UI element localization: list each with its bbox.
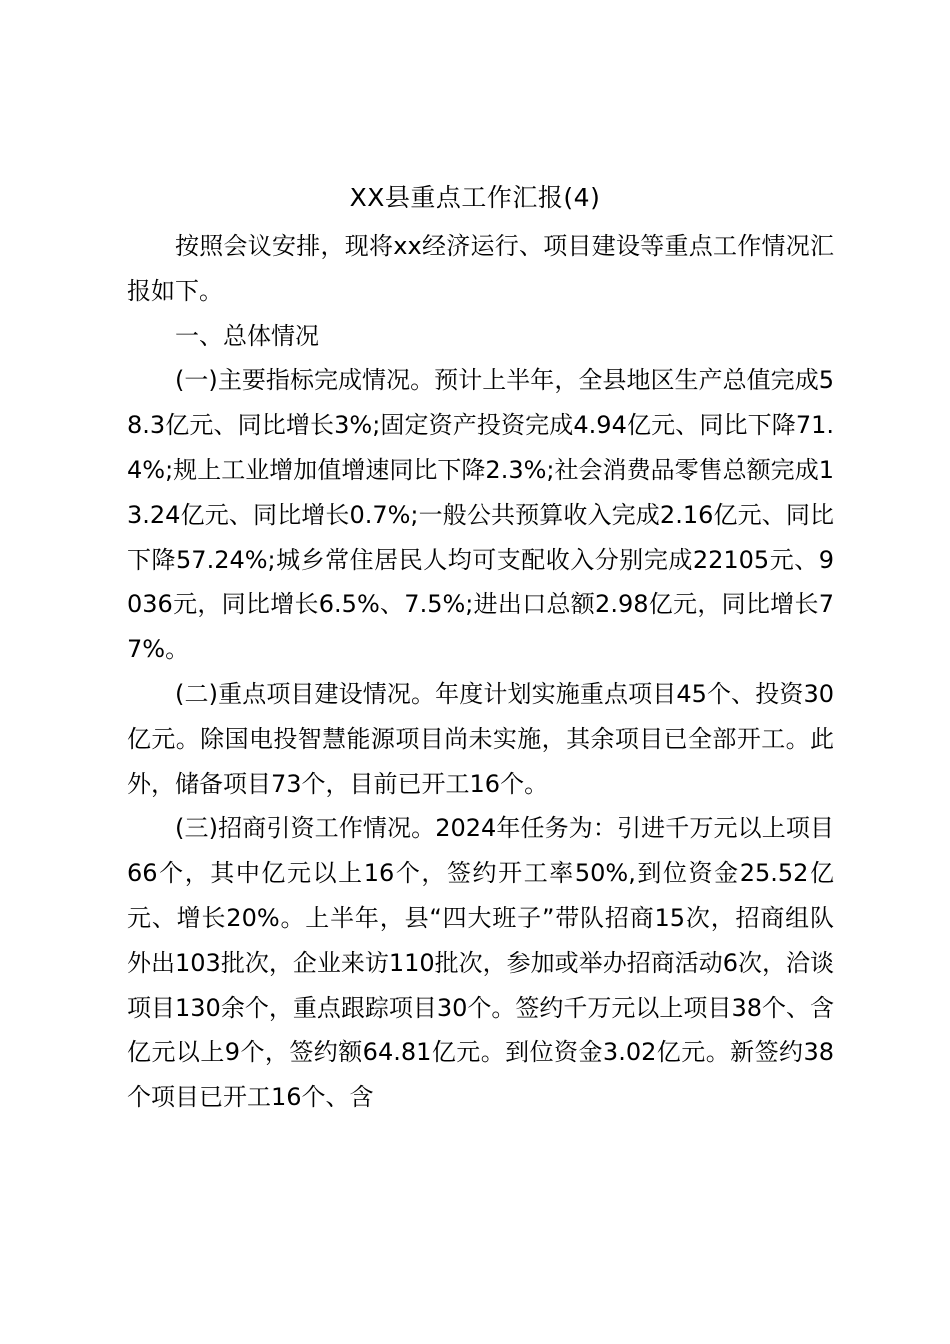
section-heading-overview: 一、总体情况 bbox=[175, 321, 319, 350]
paragraph-investment-promotion: (三)招商引资工作情况。2024年任务为：引进千万元以上项目66个，其中亿元以上16个，签约开工率50%,到位资金25.52亿元、增长20%。上半年，县“四大班子”带队招商15次，招商组队外出103批次，企业来访110批次，参加或举办招商活动6次，洽谈项目130余个，重点跟踪项目30个。签约千万元以上项目38个、含亿元以上9个，签约额64.81亿元。到位资金3.02亿元。新签约38个项目已开工16个、含 bbox=[127, 814, 834, 1112]
paragraph-key-projects: (二)重点项目建设情况。年度计划实施重点项目45个、投资30亿元。除国电投智慧能源项目尚未实施，其余项目已全部开工。此外，储备项目73个，目前已开工16个。 bbox=[127, 679, 834, 798]
document-body bbox=[127, 224, 834, 1120]
document-title: XX县重点工作汇报(4) bbox=[349, 183, 601, 212]
intro-paragraph: 按照会议安排，现将xx经济运行、项目建设等重点工作情况汇报如下。 bbox=[127, 232, 834, 305]
paragraph-main-indicators: (一)主要指标完成情况。预计上半年，全县地区生产总值完成58.3亿元、同比增长3%;固定资产投资完成4.94亿元、同比下降71.4%;规上工业增加值增速同比下降2.3%;社会消费品零售总额完成13.24亿元、同比增长0.7%;一般公共预算收入完成2.16亿元、同比下降57.24%;城乡常住居民人均可支配收入分别完成22105元、9036元，同比增长6.5%、7.5%;进出口总额2.98亿元，同比增长77%。 bbox=[127, 366, 834, 664]
